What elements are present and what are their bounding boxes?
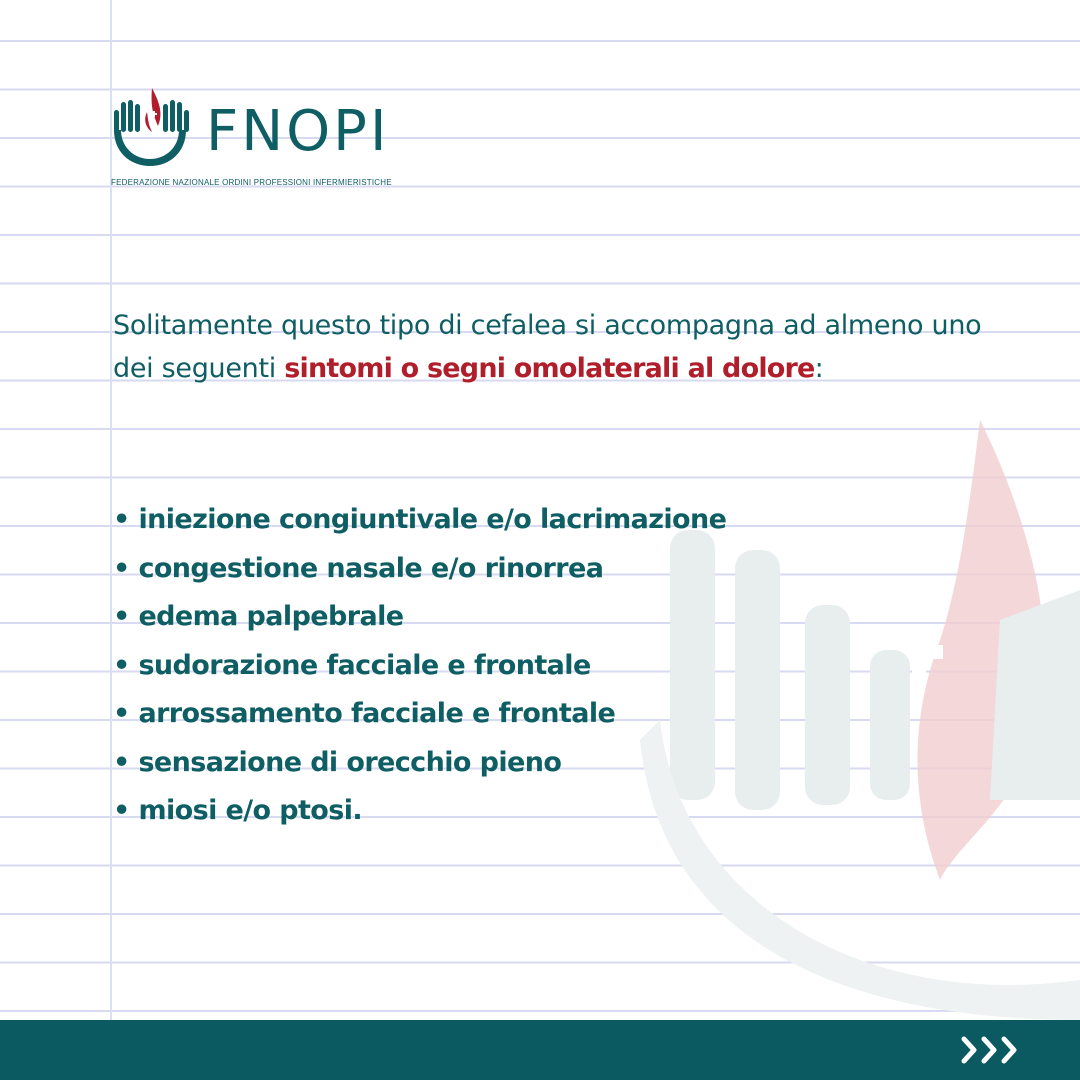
symptom-item: • congestione nasale e/o rinorrea bbox=[113, 552, 604, 584]
hands-flame-logo-icon bbox=[108, 86, 192, 170]
symptom-item: • sudorazione facciale e frontale bbox=[113, 649, 591, 681]
symptom-list bbox=[113, 496, 726, 836]
logo-wordmark: FNOPI bbox=[206, 99, 390, 164]
footer-bar bbox=[0, 1020, 1080, 1080]
symptom-item: • edema palpebrale bbox=[113, 601, 404, 632]
symptom-item: • sensazione di orecchio pieno bbox=[113, 746, 562, 778]
logo-subtitle: FEDERAZIONE NAZIONALE ORDINI PROFESSIONI INFERMIERISTICHE bbox=[111, 178, 392, 187]
symptom-item: • miosi e/o ptosi. bbox=[113, 795, 363, 826]
fnopi-logo bbox=[108, 86, 408, 196]
intro-text: Solitamente questo tipo di cefalea si accompagna ad almeno uno dei seguenti bbox=[113, 310, 982, 384]
intro-highlight: sintomi o segni omolaterali al dolore bbox=[284, 353, 815, 384]
triple-chevron-right-icon[interactable] bbox=[960, 1034, 1022, 1066]
intro-paragraph bbox=[113, 304, 1013, 390]
intro-colon: : bbox=[814, 353, 824, 384]
symptom-item: • iniezione congiuntivale e/o lacrimazione bbox=[113, 504, 727, 535]
symptom-item: • arrossamento facciale e frontale bbox=[113, 698, 616, 729]
